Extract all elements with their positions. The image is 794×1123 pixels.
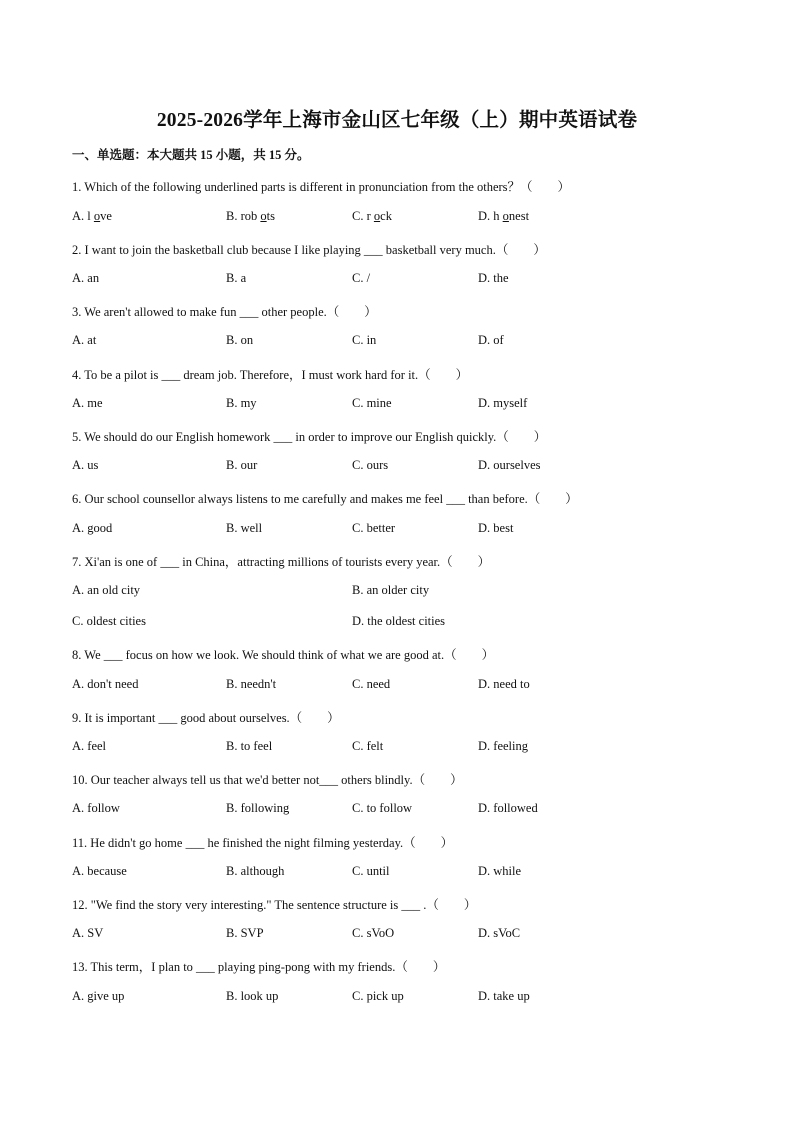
option-8a: A. don't need [72,677,139,691]
option-6a: A. good [72,521,113,535]
option-8d: D. need to [478,677,530,691]
option-10d: D. followed [478,801,538,815]
option-7a: A. an old city [72,583,141,597]
question-11: 11. He didn't go home ___ he finished the night filming yesterday.（ ） [72,836,454,850]
option-12b: B. SVP [226,926,264,940]
option-7d: D. the oldest cities [352,614,446,628]
question-12: 12. "We find the story very interesting." The sentence structure is ___ .（ ） [72,898,477,912]
option-12d: D. sVoC [478,926,521,940]
option-6b: B. well [226,521,263,535]
option-4b: B. my [226,396,257,410]
option-12c: C. sVoO [352,926,395,940]
option-5a: A. us [72,458,99,472]
question-9: 9. It is important ___ good about ourselves.（ ） [72,711,340,725]
option-2a: A. an [72,271,100,285]
option-10a: A. follow [72,801,120,815]
option-10c: C. to follow [352,801,413,815]
option-3b: B. on [226,333,254,347]
question-2: 2. I want to join the basketball club because I like playing ___ basketball very much.（ ） [72,243,546,257]
option-13b: B. look up [226,989,279,1003]
option-6d: D. best [478,521,514,535]
option-5c: C. ours [352,458,389,472]
option-4d: D. myself [478,396,528,410]
option-11a: A. because [72,864,127,878]
question-8: 8. We ___ focus on how we look. We should think of what we are good at.（ ） [72,648,495,662]
question-6: 6. Our school counsellor always listens to me carefully and makes me feel ___ than before.（ ） [72,492,578,506]
option-9d: D. feeling [478,739,528,753]
option-11b: B. although [226,864,285,878]
option-9b: B. to feel [226,739,273,753]
option-4c: C. mine [352,396,392,410]
option-1d: D. h onest [478,209,530,223]
option-4a: A. me [72,396,103,410]
option-10b: B. following [226,801,290,815]
question-3: 3. We aren't allowed to make fun ___ other people.（ ） [72,305,377,319]
option-9c: C. felt [352,739,384,753]
option-7c: C. oldest cities [72,614,146,628]
option-9a: A. feel [72,739,107,753]
question-5: 5. We should do our English homework ___ in order to improve our English quickly.（ ） [72,430,547,444]
option-2b: B. a [226,271,247,285]
option-8b: B. needn't [226,677,277,691]
question-7: 7. Xi'an is one of ___ in China，attracting millions of tourists every year.（ ） [72,555,491,569]
option-2c: C. / [352,271,371,285]
option-12a: A. SV [72,926,104,940]
question-1: 1. Which of the following underlined parts is different in pronunciation from the others？（ ） [72,180,571,194]
option-3d: D. of [478,333,504,347]
option-2d: D. the [478,271,509,285]
option-1a: A. l ove [72,209,112,223]
option-13a: A. give up [72,989,125,1003]
exam-title: 2025-2026学年上海市金山区七年级（上）期中英语试卷 [156,110,638,131]
option-13c: C. pick up [352,989,404,1003]
option-13d: D. take up [478,989,530,1003]
option-5d: D. ourselves [478,458,541,472]
option-7b: B. an older city [352,583,430,597]
option-3a: A. at [72,333,97,347]
section-heading: 一、单选题：本大题共 15 小题，共 15 分。 [72,148,310,162]
option-11d: D. while [478,864,522,878]
option-3c: C. in [352,333,377,347]
option-8c: C. need [352,677,391,691]
question-10: 10. Our teacher always tell us that we'd better not___ others blindly.（ ） [72,773,463,787]
option-1c: C. r ock [352,209,392,223]
option-1b: B. rob ots [226,209,275,223]
question-13: 13. This term，I plan to ___ playing ping-pong with my friends.（ ） [72,960,446,974]
option-6c: C. better [352,521,396,535]
option-11c: C. until [352,864,390,878]
option-5b: B. our [226,458,258,472]
question-4: 4. To be a pilot is ___ dream job. Therefore，I must work hard for it.（ ） [72,368,469,382]
